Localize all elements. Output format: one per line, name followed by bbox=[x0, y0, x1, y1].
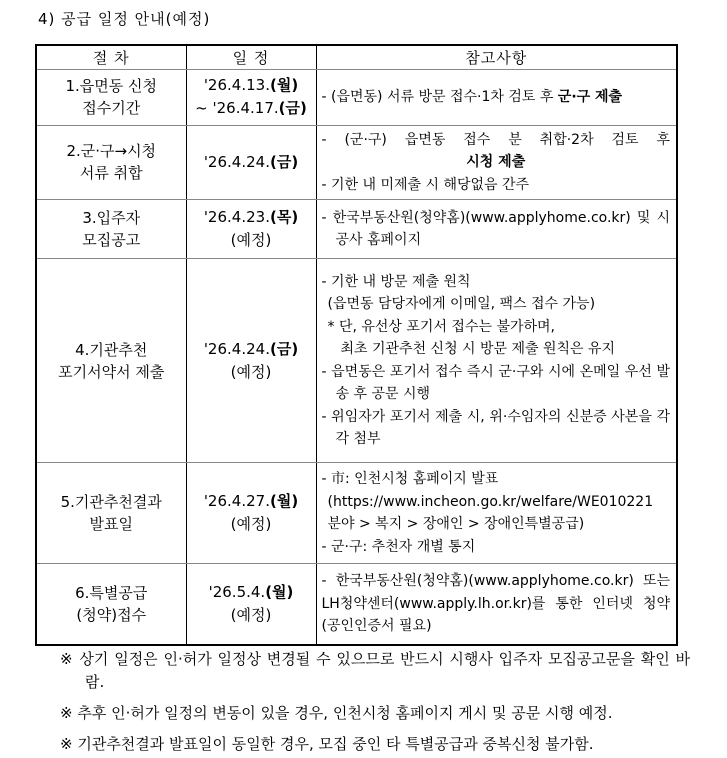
emphasized-text: (월) bbox=[269, 492, 299, 510]
text: '26.4.24. bbox=[203, 339, 270, 358]
schedule-cell bbox=[186, 463, 316, 564]
text: '26.4.27. bbox=[203, 492, 270, 510]
table-row bbox=[36, 69, 677, 125]
procedure-line: 2.군·구→시청 bbox=[66, 142, 157, 161]
notes-cell bbox=[316, 69, 677, 125]
note-item bbox=[322, 468, 671, 491]
header-procedure: 절 차 bbox=[36, 45, 186, 69]
header-schedule: 일 정 bbox=[186, 45, 316, 69]
procedure-cell bbox=[36, 259, 186, 463]
text: - 위임자가 포기서 제출 시, 위·수임자의 신분증 사본을 각각 첨부 bbox=[321, 408, 670, 447]
emphasized-text: 시청 제출 bbox=[466, 154, 526, 170]
text: '26.4.23. bbox=[203, 208, 270, 226]
schedule-cell bbox=[186, 69, 316, 125]
footnote-item: ※ 상기 일정은 인·허가 일정상 변경될 수 있으므로 반드시 시행사 입주자 모집공고문을 확인 바람. bbox=[60, 650, 690, 691]
note-item bbox=[322, 151, 671, 174]
note-item bbox=[322, 174, 671, 197]
text: - (읍면동) 서류 방문 접수·1차 검토 후 bbox=[321, 88, 558, 105]
text: * 단, 유선상 포기서 접수는 불가하며, bbox=[327, 318, 555, 335]
emphasized-text: (금) bbox=[278, 99, 307, 117]
schedule-line bbox=[189, 490, 314, 513]
text: - 읍면동은 포기서 접수 즉시 군·구와 시에 온메일 우선 발송 후 공문 시행 bbox=[321, 363, 670, 402]
procedure-line: 서류 취합 bbox=[79, 164, 143, 183]
footnotes bbox=[60, 648, 690, 758]
text: (https://www.incheon.go.kr/welfare/WE010221 분야 > 복지 > 장애인 > 장애인특별공급) bbox=[327, 493, 654, 532]
procedure-line: 1.읍면동 신청 bbox=[65, 77, 158, 95]
table-row bbox=[36, 564, 677, 645]
note-item bbox=[322, 570, 671, 638]
note-item bbox=[322, 207, 671, 252]
text: 최초 기관추천 신청 시 방문 제출 원칙은 유지 bbox=[340, 341, 616, 357]
schedule-cell bbox=[186, 200, 316, 259]
schedule-line bbox=[189, 151, 314, 174]
procedure-cell bbox=[36, 69, 186, 125]
procedure-line: 접수기간 bbox=[82, 99, 141, 117]
schedule-line bbox=[189, 74, 314, 97]
note-item bbox=[322, 293, 671, 316]
table-row bbox=[36, 125, 677, 200]
table-header bbox=[36, 45, 677, 69]
procedure-line: (청약)접수 bbox=[76, 605, 147, 624]
note-item bbox=[322, 536, 671, 559]
procedure-line: 3.입주자 bbox=[82, 209, 141, 227]
schedule-line bbox=[189, 229, 314, 252]
text: - 기한 내 미제출 시 해당없음 간주 bbox=[321, 176, 530, 193]
text: - 군·구: 추천자 개별 통지 bbox=[321, 538, 476, 555]
note-item bbox=[322, 406, 671, 451]
emphasized-text: 군·구 제출 bbox=[557, 88, 623, 105]
schedule-line bbox=[189, 206, 314, 229]
schedule-table-body bbox=[36, 69, 677, 645]
text: '26.5.4. bbox=[208, 582, 266, 601]
footnote-item: ※ 추후 인·허가 일정의 변동이 있을 경우, 인천시청 홈페이지 게시 및 공문 시행 예정. bbox=[60, 704, 613, 722]
procedure-cell bbox=[36, 125, 186, 200]
schedule-line bbox=[189, 97, 314, 120]
text: (예정) bbox=[230, 605, 272, 624]
note-item bbox=[322, 338, 671, 361]
text: - (군·구) 읍면동 접수 분 취합·2차 검토 후 bbox=[321, 131, 670, 148]
note-item bbox=[322, 361, 671, 406]
schedule-cell bbox=[186, 259, 316, 463]
procedure-cell bbox=[36, 564, 186, 645]
emphasized-text: (월) bbox=[269, 76, 299, 94]
text: - 市: 인천시청 홈페이지 발표 bbox=[321, 471, 499, 487]
emphasized-text: (금) bbox=[269, 152, 299, 171]
procedure-line: 포기서약서 제출 bbox=[58, 362, 165, 381]
note-item bbox=[322, 86, 671, 109]
notes-cell bbox=[316, 200, 677, 259]
text: '26.4.24. bbox=[203, 152, 270, 171]
schedule-line bbox=[189, 581, 314, 604]
text: - 한국부동산원(청약홈)(www.applyhome.co.kr) 및 시공사 홈페이지 bbox=[321, 209, 670, 248]
text: (예정) bbox=[230, 231, 272, 249]
text: (예정) bbox=[230, 362, 272, 381]
note-item bbox=[322, 271, 671, 294]
footnote-item: ※ 기관추천결과 발표일이 동일한 경우, 모집 중인 타 특별공급과 중복신청 불가함. bbox=[60, 735, 594, 753]
procedure-cell bbox=[36, 200, 186, 259]
procedure-line: 6.특별공급 bbox=[75, 583, 148, 602]
emphasized-text: (금) bbox=[269, 339, 299, 358]
procedure-line: 5.기관추천결과 bbox=[60, 493, 162, 511]
text: - 한국부동산원(청약홈)(www.applyhome.co.kr) 또는 LH청약센터(www.apply.lh.or.kr)를 통한 인터넷 청약(공인인증서 필요) bbox=[321, 573, 670, 634]
table-row bbox=[36, 463, 677, 564]
schedule-line bbox=[189, 604, 314, 627]
header-row bbox=[36, 45, 677, 69]
text: ~ '26.4.17. bbox=[195, 99, 279, 117]
procedure-cell bbox=[36, 463, 186, 564]
notes-cell bbox=[316, 125, 677, 200]
schedule-line bbox=[189, 513, 314, 536]
page-title: 4) 공급 일정 안내(예정) bbox=[38, 10, 211, 28]
emphasized-text: (월) bbox=[265, 582, 294, 601]
procedure-line: 발표일 bbox=[89, 515, 133, 533]
schedule-table bbox=[35, 44, 678, 646]
header-notes: 참고사항 bbox=[316, 45, 677, 69]
note-item bbox=[322, 129, 671, 152]
notes-cell bbox=[316, 259, 677, 463]
note-item bbox=[322, 316, 671, 339]
procedure-line: 4.기관추천 bbox=[75, 340, 148, 359]
note-item bbox=[322, 491, 671, 536]
notes-cell bbox=[316, 463, 677, 564]
text: (예정) bbox=[230, 515, 272, 533]
text: (읍면동 담당자에게 이메일, 팩스 접수 가능) bbox=[327, 296, 596, 312]
schedule-cell bbox=[186, 564, 316, 645]
schedule-line bbox=[189, 338, 314, 361]
notes-cell bbox=[316, 564, 677, 645]
schedule-cell bbox=[186, 125, 316, 200]
table-row bbox=[36, 259, 677, 463]
emphasized-text: (목) bbox=[269, 208, 299, 226]
procedure-line: 모집공고 bbox=[82, 231, 141, 249]
schedule-line bbox=[189, 361, 314, 384]
text: '26.4.13. bbox=[203, 76, 270, 94]
table-row bbox=[36, 200, 677, 259]
text: - 기한 내 방문 제출 원칙 bbox=[321, 273, 471, 290]
